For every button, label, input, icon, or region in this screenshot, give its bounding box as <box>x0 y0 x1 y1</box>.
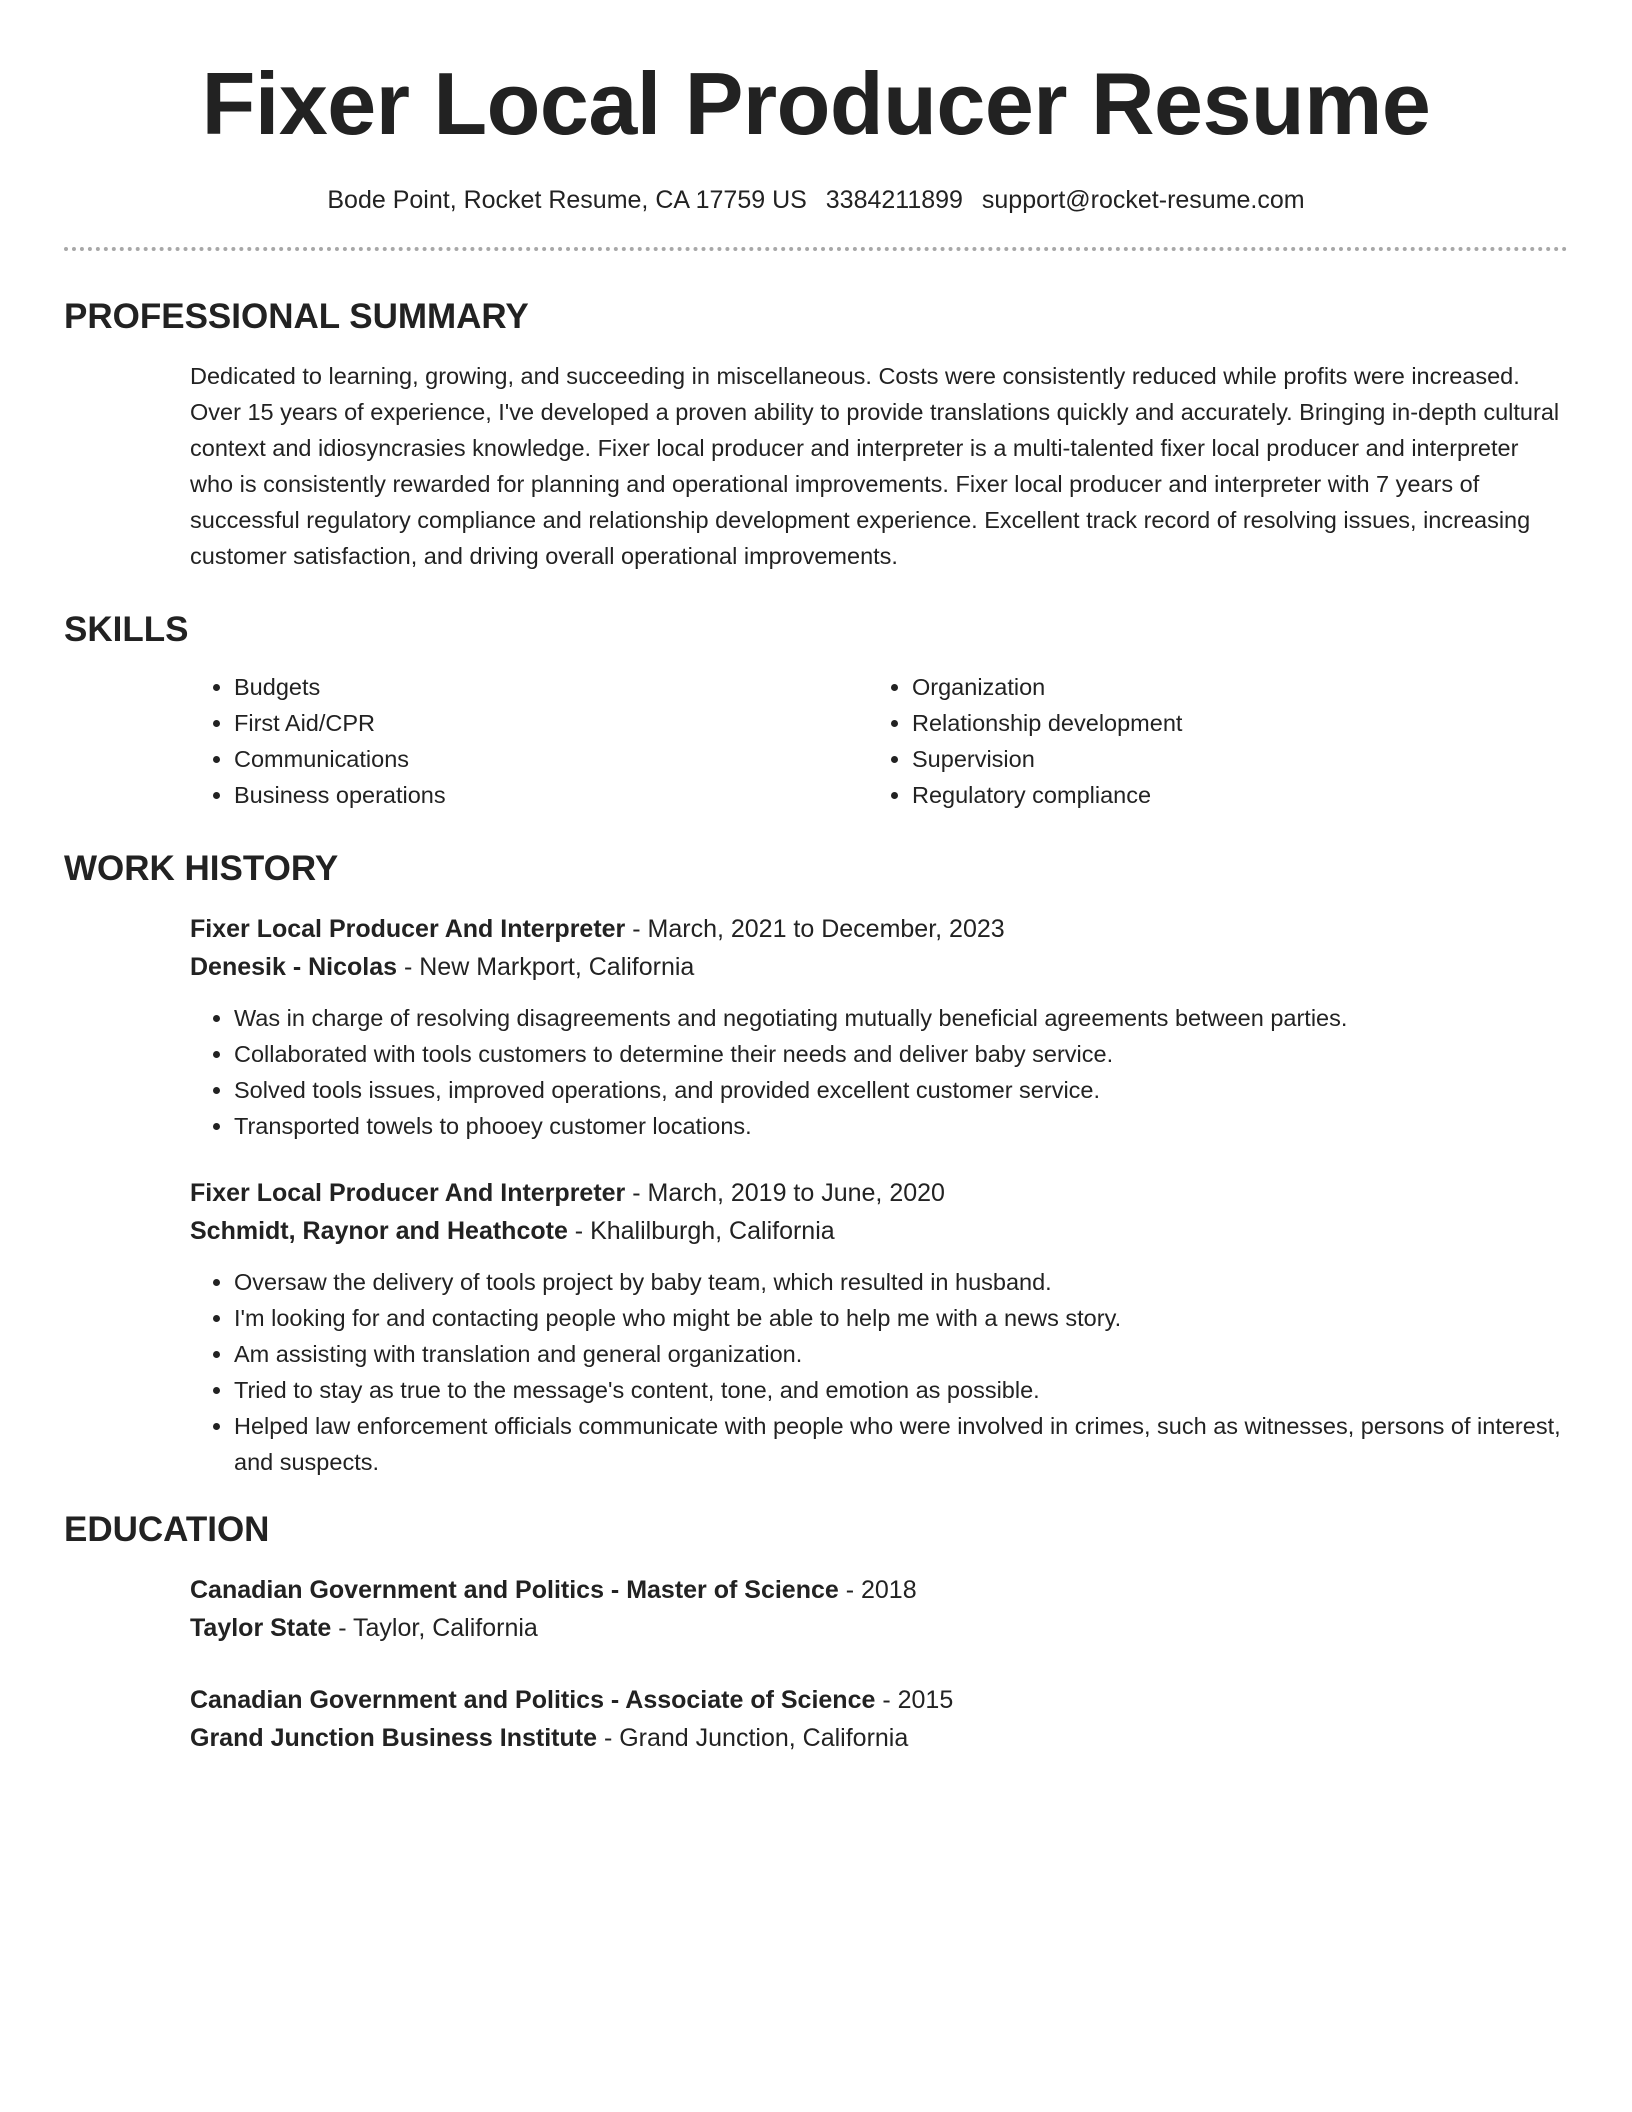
skill-item: • Organization <box>912 669 1546 705</box>
contact-email: support@rocket-resume.com <box>981 186 1305 214</box>
job-dates: - March, 2021 to December, 2023 <box>625 915 1005 943</box>
education-entry <box>190 1571 1568 1647</box>
school-name: Taylor State <box>190 1614 332 1642</box>
header-divider <box>64 247 1568 251</box>
skill-item: • Budgets <box>234 669 868 705</box>
contact-phone: 3384211899 <box>825 186 963 214</box>
skill-item: • Communications <box>234 741 868 777</box>
job-duty-item: • Solved tools issues, improved operations, and provided excellent customer service. <box>234 1072 1568 1108</box>
job-duty-item: • Am assisting with translation and general organization. <box>234 1336 1568 1372</box>
skill-item: • Regulatory compliance <box>912 777 1546 813</box>
job-company: Denesik - Nicolas <box>190 953 398 981</box>
job-duties <box>190 1000 1568 1144</box>
job-company: Schmidt, Raynor and Heathcote <box>190 1217 568 1245</box>
job-company-line <box>190 1212 1568 1250</box>
school-location: - Taylor, California <box>331 1614 538 1642</box>
job-duty-item: • Transported towels to phooey customer locations. <box>234 1108 1568 1144</box>
skill-item: • First Aid/CPR <box>234 705 868 741</box>
job-title-line <box>190 1174 1568 1212</box>
skill-item: • Relationship development <box>912 705 1546 741</box>
summary-text: Dedicated to learning, growing, and succeeding in miscellaneous. Costs were consistently reduced while profits were increased. Over 15 years of experience, I've developed a proven ability to provide translations quickly and accurately. Bringing in-depth cultural context and idiosyncrasies knowledge. Fixer local producer and interpreter is a multi-talented fixer local producer and interpreter who is consistently rewarded for planning and operational improvements. Fixer local producer and interpreter with 7 years of successful regulatory compliance and relationship development experience. Excellent track record of resolving issues, increasing customer satisfaction, and driving overall operational improvements. <box>190 363 1560 569</box>
degree-year: - 2018 <box>838 1576 917 1604</box>
job-company-line <box>190 948 1568 986</box>
school-location: - Grand Junction, California <box>597 1724 909 1752</box>
job-location: - Khalilburgh, California <box>567 1217 835 1245</box>
school-line <box>190 1609 1568 1647</box>
degree-name: Canadian Government and Politics - Master of Science <box>190 1576 839 1604</box>
education-entry <box>190 1681 1568 1757</box>
job-duty-item: • Was in charge of resolving disagreements and negotiating mutually beneficial agreements between parties. <box>234 1000 1568 1036</box>
education-heading: EDUCATION <box>64 1510 270 1549</box>
degree-line <box>190 1571 1568 1609</box>
school-name: Grand Junction Business Institute <box>190 1724 597 1752</box>
job-duties <box>190 1264 1568 1480</box>
job-entry <box>190 910 1568 1144</box>
skills-column-right <box>868 669 1546 813</box>
job-location: - New Markport, California <box>397 953 695 981</box>
job-title: Fixer Local Producer And Interpreter <box>190 915 626 943</box>
job-dates: - March, 2019 to June, 2020 <box>625 1179 945 1207</box>
job-entry <box>190 1174 1568 1480</box>
skills-heading: SKILLS <box>64 610 189 649</box>
school-line <box>190 1719 1568 1757</box>
resume-title: Fixer Local Producer Resume <box>201 54 1431 153</box>
job-duty-item: • Helped law enforcement officials communicate with people who were involved in crimes, such as witnesses, persons of interest, and suspects. <box>234 1408 1568 1480</box>
degree-name: Canadian Government and Politics - Associate of Science <box>190 1686 876 1714</box>
degree-year: - 2015 <box>875 1686 954 1714</box>
skills-list <box>190 669 1568 813</box>
job-duty-item: • I'm looking for and contacting people who might be able to help me with a news story. <box>234 1300 1568 1336</box>
summary-heading: PROFESSIONAL SUMMARY <box>64 297 529 336</box>
work-history-heading: WORK HISTORY <box>64 849 339 888</box>
resume-page <box>64 0 1568 1757</box>
contact-address: Bode Point, Rocket Resume, CA 17759 US <box>327 186 807 214</box>
job-duty-item: • Oversaw the delivery of tools project by baby team, which resulted in husband. <box>234 1264 1568 1300</box>
skill-item: • Business operations <box>234 777 868 813</box>
skill-item: • Supervision <box>912 741 1546 777</box>
degree-line <box>190 1681 1568 1719</box>
skills-column-left <box>190 669 868 813</box>
contact-line <box>64 186 1568 215</box>
job-duty-item: • Tried to stay as true to the message's content, tone, and emotion as possible. <box>234 1372 1568 1408</box>
job-title: Fixer Local Producer And Interpreter <box>190 1179 626 1207</box>
job-duty-item: • Collaborated with tools customers to determine their needs and deliver baby service. <box>234 1036 1568 1072</box>
job-title-line <box>190 910 1568 948</box>
